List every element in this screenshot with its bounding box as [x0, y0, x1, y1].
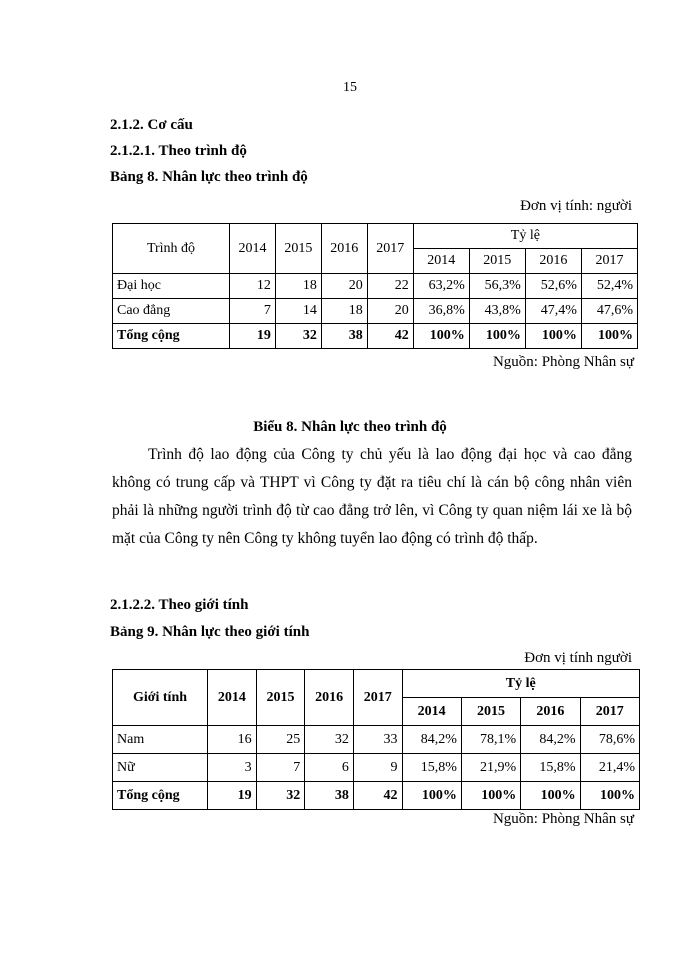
- table8-ratio-year: 2015: [469, 249, 525, 274]
- cell-ratio: 63,2%: [413, 274, 469, 299]
- page-number: 15: [343, 80, 357, 95]
- table-total-row: [113, 324, 638, 349]
- cell-value: 32: [305, 726, 354, 754]
- table8-header-label: Trình độ: [113, 224, 230, 274]
- table8-source: Nguồn: Phòng Nhân sự: [492, 354, 634, 370]
- cell-ratio: 100%: [581, 324, 637, 349]
- table9-header-label: Giới tính: [113, 670, 208, 726]
- table8: [112, 223, 638, 349]
- cell-ratio: 78,6%: [580, 726, 639, 754]
- row-label: Tổng cộng: [113, 324, 230, 349]
- cell-ratio: 56,3%: [469, 274, 525, 299]
- figure8-title: Biểu 8. Nhân lực theo trình độ: [253, 419, 447, 435]
- cell-value: 33: [353, 726, 402, 754]
- row-label: Nam: [113, 726, 208, 754]
- table9-header-year: 2016: [305, 670, 354, 726]
- cell-ratio: 78,1%: [461, 726, 520, 754]
- table8-header-year: 2017: [367, 224, 413, 274]
- cell-ratio: 100%: [580, 782, 639, 810]
- table9-header-ratio: Tỷ lệ: [402, 670, 640, 698]
- cell-ratio: 84,2%: [521, 726, 580, 754]
- table8-header-year: 2015: [275, 224, 321, 274]
- cell-value: 32: [275, 324, 321, 349]
- row-label: Nữ: [113, 754, 208, 782]
- body-paragraph: Trình độ lao động của Công ty chủ yếu là lao động đại học và cao đẳng không có trung cấp và THPT vì Công ty đặt ra tiêu chí là cán bộ công nhân viên phải là những người trình độ từ cao đẳng trở lên, vì Công ty quan niệm lái xe là bộ mặt của Công ty nên Công ty không tuyển lao động có trình độ thấp.: [112, 446, 632, 547]
- table8-unit: Đơn vị tính: người: [520, 198, 632, 214]
- section-heading: 2.1.2. Cơ cấu: [110, 117, 193, 133]
- cell-value: 20: [321, 274, 367, 299]
- table9-title: Bảng 9. Nhân lực theo giới tính: [110, 624, 310, 640]
- cell-ratio: 36,8%: [413, 299, 469, 324]
- cell-ratio: 21,4%: [580, 754, 639, 782]
- table9: [112, 669, 640, 810]
- cell-value: 19: [208, 782, 257, 810]
- cell-ratio: 21,9%: [461, 754, 520, 782]
- cell-value: 19: [230, 324, 276, 349]
- cell-ratio: 52,4%: [581, 274, 637, 299]
- cell-value: 32: [256, 782, 305, 810]
- table-row: [113, 726, 640, 754]
- cell-ratio: 100%: [525, 324, 581, 349]
- cell-value: 22: [367, 274, 413, 299]
- table9-ratio-year: 2017: [580, 698, 639, 726]
- table9-header-year: 2017: [353, 670, 402, 726]
- cell-value: 38: [305, 782, 354, 810]
- cell-value: 6: [305, 754, 354, 782]
- cell-value: 7: [256, 754, 305, 782]
- table-row: [113, 299, 638, 324]
- cell-ratio: 100%: [521, 782, 580, 810]
- cell-value: 12: [230, 274, 276, 299]
- table9-ratio-year: 2015: [461, 698, 520, 726]
- cell-value: 18: [321, 299, 367, 324]
- cell-ratio: 15,8%: [521, 754, 580, 782]
- cell-value: 3: [208, 754, 257, 782]
- cell-ratio: 52,6%: [525, 274, 581, 299]
- table9-ratio-year: 2016: [521, 698, 580, 726]
- cell-value: 42: [367, 324, 413, 349]
- cell-value: 7: [230, 299, 276, 324]
- cell-ratio: 47,6%: [581, 299, 637, 324]
- table8-header-year: 2016: [321, 224, 367, 274]
- table8-ratio-year: 2017: [581, 249, 637, 274]
- row-label: Tổng cộng: [113, 782, 208, 810]
- cell-value: 25: [256, 726, 305, 754]
- table9-header-year: 2015: [256, 670, 305, 726]
- cell-value: 38: [321, 324, 367, 349]
- cell-ratio: 100%: [461, 782, 520, 810]
- cell-ratio: 84,2%: [402, 726, 461, 754]
- table8-title: Bảng 8. Nhân lực theo trình độ: [110, 169, 308, 185]
- cell-value: 14: [275, 299, 321, 324]
- table-row: [113, 274, 638, 299]
- cell-ratio: 47,4%: [525, 299, 581, 324]
- cell-value: 18: [275, 274, 321, 299]
- row-label: Cao đẳng: [113, 299, 230, 324]
- table-row: [113, 754, 640, 782]
- cell-ratio: 43,8%: [469, 299, 525, 324]
- cell-ratio: 100%: [402, 782, 461, 810]
- subsection-heading: 2.1.2.1. Theo trình độ: [110, 143, 247, 159]
- cell-ratio: 100%: [413, 324, 469, 349]
- table9-header-year: 2014: [208, 670, 257, 726]
- cell-value: 16: [208, 726, 257, 754]
- table9-unit: Đơn vị tính người: [524, 650, 632, 666]
- cell-value: 20: [367, 299, 413, 324]
- table9-ratio-year: 2014: [402, 698, 461, 726]
- row-label: Đại học: [113, 274, 230, 299]
- table9-source: Nguồn: Phòng Nhân sự: [492, 811, 634, 827]
- cell-ratio: 100%: [469, 324, 525, 349]
- cell-ratio: 15,8%: [402, 754, 461, 782]
- table8-header-ratio: Tỷ lệ: [413, 224, 637, 249]
- table8-ratio-year: 2014: [413, 249, 469, 274]
- cell-value: 9: [353, 754, 402, 782]
- subsection-heading: 2.1.2.2. Theo giới tính: [110, 597, 249, 613]
- table-total-row: [113, 782, 640, 810]
- table8-header-year: 2014: [230, 224, 276, 274]
- cell-value: 42: [353, 782, 402, 810]
- table8-ratio-year: 2016: [525, 249, 581, 274]
